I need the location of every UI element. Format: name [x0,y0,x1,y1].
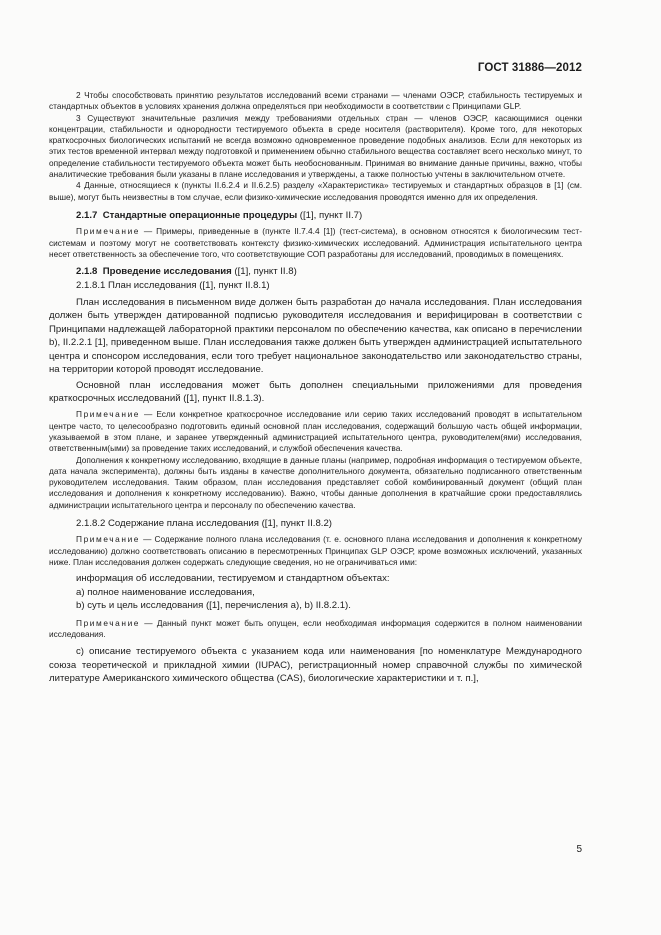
note-text: — Данный пункт может быть опущен, если необходимая информация содержится в полном наименовании исследования. [49,617,582,639]
list-item: c) описание тестируемого объекта с указанием кода или наименования [по номенклатуре Международного союза теоретической и прикладной химии (IUPAC), регистрационный номер справочной службы по химической литературе Американского химического общества (CAS), биологические характеристики и т. п.], [49,646,582,684]
section-number: 2.1.8 [76,266,98,278]
note-text: — Содержание полного плана исследования (т. е. основного плана исследования и дополнения к конкретному исследованию) должно соответствовать описанию в пересмотренных Принципах GLP ОЭСР, кроме возможных исключений, указанных ниже. План исследования должен содержать следующие сведения, но не ограничиваться ими: [49,534,582,567]
section-reference: ([1], пункт II.8) [231,266,297,278]
section-reference: ([1], пункт II.7) [297,209,363,221]
note-paragraph: 2 Чтобы способствовать принятию результатов исследований всеми странами — членами ОЭСР, стабильность тестируемых и стандартных объектов в условиях хранения должна определяться при необходимости в соответствии с Принципами GLP. [49,90,582,112]
note-paragraph [49,409,582,454]
subsection-heading: 2.1.8.2 Содержание плана исследования ([1], пункт II.8.2) [76,518,332,529]
subsection-heading: 2.1.8.1 План исследования ([1], пункт II.8.1) [76,279,270,291]
list-item: b) суть и цель исследования ([1], перечисления a), b) II.8.2.1). [76,600,351,612]
note-paragraph: 3 Существуют значительные различия между требованиями отдельных стран — членов ОЭСР, касающимися оценки концентрации, стабильности и однородности тестируемого объекта в среде носителя (растворителя). Кроме того, для некоторых краткосрочных биологических испытаний не всегда возможно одновременное проведение подобных анализов. Если для некоторых из этих тестов временной интервал между подготовкой и применением обычно стабильного вещества составляет всего несколько минут, то определение стабильности тестируемого объекта может быть необоснованным. Принимая во внимание данные причины, важно, чтобы аналитические требования были указаны в плане исследования и утверждены, а также полностью учтены в заключительном отчете. [49,112,582,180]
body-paragraph: План исследования в письменном виде должен быть разработан до начала исследования. План исследования должен быть утвержден датированной подписью руководителя исследования и верифицирован в соответствии с Принципами надлежащей лабораторной практики персоналом по обеспечению качества, как описано в перечислении b), II.2.2.1 [1], приведенном выше. План исследования также должен быть утвержден администрацией испытательного центра и спонсором исследования, если того требует национальное законодательство или законодательство страны, на территории которой проводят исследование. [49,297,582,376]
document-number: ГОСТ 31886—2012 [477,62,582,74]
note-label: Примечание [76,409,141,420]
list-intro: информация об исследовании, тестируемом и стандартном объектах: [76,573,390,585]
note-text: — Если конкретное краткосрочное исследование или серию таких исследований проводят в испытательном центре часто, то целесообразно подготовить единый основной план исследования, содержащий большую часть общей информации, указываемой в этом плане, и заранее утвержденный администрацией испытательного центра, руководителем(ями) исследования, ответственным(ыми) за проведение таких исследований, и службой обеспечения качества. [49,409,582,454]
section-title: Стандартные операционные процедуры [102,209,298,221]
note-paragraph [49,534,582,568]
note-paragraph: 4 Данные, относящиеся к (пункты II.6.2.4 и II.6.2.5) разделу «Характеристика» тестируемых и стандартных образцов в [1] (см. выше), могут быть неизвестны в том случае, если физико-химические исследования проводятся именно для их определения. [49,180,582,202]
note-label: Примечание [76,617,141,628]
section-number: 2.1.7 [76,209,98,221]
note-label: Примечание [76,534,141,545]
page-number: 5 [576,844,582,855]
note-label: Примечание [76,226,141,237]
note-paragraph: Дополнения к конкретному исследованию, входящие в данные планы (например, подробная информация о тестируемом объекте, дата начала эксперимента), должны быть изданы в качестве дополнительного документа, обязательно подписанного ответственным руководителем исследования. Таким образом, план исследования представляет собой комбинированный документ (общий план исследования и дополнения к конкретному исследованию). Важно, чтобы данные дополнения в кратчайшие сроки предоставлялись администрации испытательного центра и персоналу по обеспечению качества. [49,454,582,510]
body-paragraph: Основной план исследования может быть дополнен специальными приложениями для проведения краткосрочных исследований ([1], пункт II.8.1.3). [49,379,582,404]
note-text: — Примеры, приведенные в (пункте II.7.4.4 [1]) (тест-система), в основном относятся к биологическим тест-системам и поэтому могут не соответствовать контексту физико-химических исследований. Администрация испытательного центра несет ответственность за обеспечение того, что соответствующие СОП разработаны для исследований, проводимых в помещениях. [49,226,582,259]
page-body [49,90,582,685]
note-paragraph [49,226,582,260]
section-heading [49,265,582,278]
list-item: a) полное наименование исследования, [76,586,255,598]
note-paragraph [49,618,582,641]
section-heading [49,209,582,222]
section-title: Проведение исследования [102,266,232,278]
